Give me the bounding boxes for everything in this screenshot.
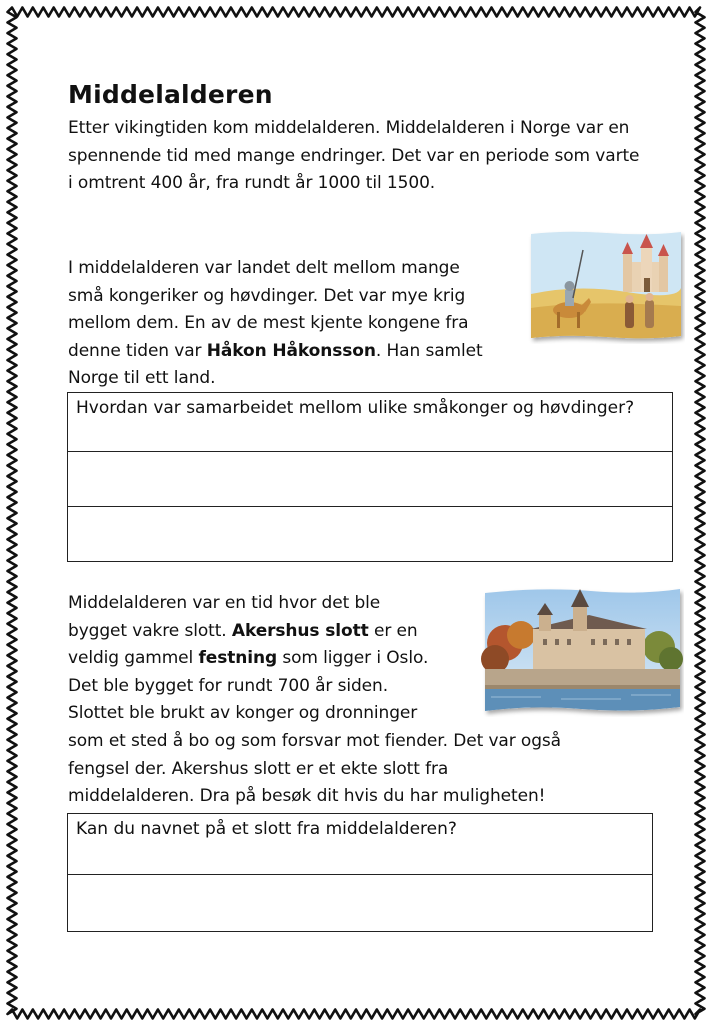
text-line [68, 338, 528, 366]
question-box-1 [67, 392, 673, 562]
text-line: fengsel der. Akershus slott er et ekte slott fra [68, 758, 449, 779]
knight-scene-image [527, 228, 685, 344]
answer-line[interactable] [68, 875, 653, 932]
text-line: mellom dem. En av de mest kjente kongene fra [68, 313, 469, 334]
question-1-text: Hvordan var samarbeidet mellom ulike småkonger og høvdinger? [68, 393, 673, 452]
page-title: Middelalderen [68, 80, 273, 109]
text-line: middelalderen. Dra på besøk dit hvis du har muligheten! [68, 786, 546, 807]
text-line: Det ble bygget for rundt 700 år siden. [68, 675, 389, 696]
text-line: Norge til ett land. [68, 368, 216, 389]
answer-line[interactable] [68, 452, 673, 507]
castle-name: Akershus slott [231, 620, 369, 641]
answer-line[interactable] [68, 507, 673, 562]
kingdoms-paragraph [68, 255, 528, 393]
king-name: Håkon Håkonsson [206, 340, 376, 361]
text-fragment: som ligger i Oslo. [277, 648, 429, 669]
text-fragment: er en [368, 620, 418, 641]
text-fragment: bygget vakre slott. [68, 620, 232, 641]
text-line: I middelalderen var landet delt mellom mange [68, 258, 460, 278]
text-line: Slottet ble brukt av konger og dronninger [68, 703, 418, 724]
intro-paragraph: Etter vikingtiden kom middelalderen. Middelalderen i Norge var en spennende tid med mange endringer. Det var en periode som varte i omtrent 400 år, fra rundt år 1000 til 1500. [68, 118, 640, 194]
text-line: som et sted å bo og som forsvar mot fiender. Det var også [68, 730, 561, 751]
text-fragment: . Han samlet [375, 340, 483, 361]
castle-photo-image [481, 585, 684, 717]
text-fragment: denne tiden var [68, 340, 207, 361]
question-box-2 [67, 813, 653, 932]
text-line: små kongeriker og høvdinger. Det var mye krig [68, 285, 466, 306]
text-line: Middelalderen var en tid hvor det ble [68, 593, 381, 613]
fortress-word: festning [198, 648, 278, 669]
text-fragment: veldig gammel [68, 648, 199, 669]
question-2-text: Kan du navnet på et slott fra middelalderen? [68, 814, 653, 875]
